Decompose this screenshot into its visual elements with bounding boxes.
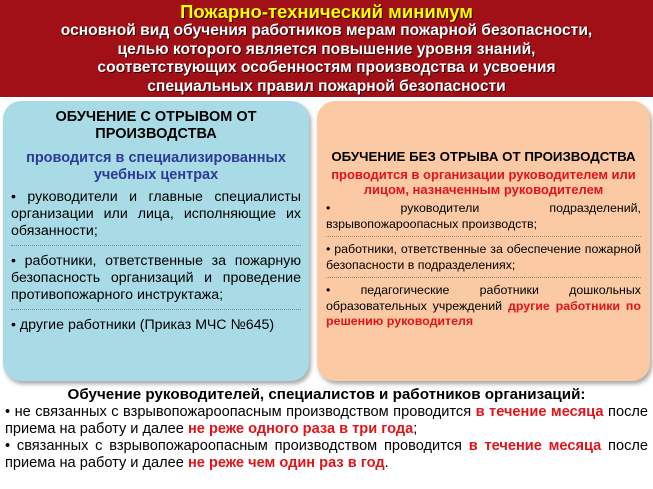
divider [326,277,641,279]
periodicity-section [0,383,653,489]
divider [11,309,301,311]
periodicity-title: Обучение руководителей, специалистов и работников организаций: [67,386,586,403]
line-text: • связанных с взрывопожароопасным производством проводится [5,438,469,454]
divider [11,245,301,247]
line-text: после приема на работу и далее [5,404,648,437]
right-box-subtitle: проводится в организации руководителем или лицом, назначенным руководителем [331,167,636,197]
training-with-leave-box [3,101,309,381]
training-without-leave-box [317,101,650,381]
page-title: Пожарно-технический минимум [180,1,473,22]
right-list-item [326,283,641,330]
right-item-highlight: другие работники по решению руководителя [326,298,641,328]
line-text: • не связанных с взрывопожароопасным производством проводится [5,404,476,420]
left-box-subtitle: проводится в специализированных учебных центрах [26,150,286,183]
right-item-text: • педагогические работники дошкольных образовательных учреждений [326,283,641,313]
left-list-item: • руководители и главные специалисты организации или лица, исполняющие их обязанности; [11,189,301,239]
definition-line-4: специальных правил пожарной безопасности [147,77,506,95]
left-box-title: ОБУЧЕНИЕ С ОТРЫВОМ ОТ ПРОИЗВОДСТВА [55,109,257,142]
definition-line-2: целью которого является повышение уровня знаний, [117,40,536,58]
line-highlight: в течение месяца [468,438,602,454]
left-list-item: • работники, ответственные за пожарную безопасность организаций и проведение противопожарного инструктажа; [11,253,301,303]
divider [326,236,641,238]
right-box-title: ОБУЧЕНИЕ БЕЗ ОТРЫВА ОТ ПРОИЗВОДСТВА [331,149,636,164]
line-highlight: не реже одного раза в три года [187,421,414,437]
right-list-item: • руководители подразделений, взрывопожароопасных производств; [326,201,641,231]
line-highlight: в течение месяца [475,404,604,420]
line-highlight: не реже чем один раз в год [187,455,385,471]
definition-line-3: соответствующих особенностям производства и усвоения [97,59,556,76]
line-text: после приема на работу и далее [5,438,648,471]
definition-line-1: основной вид обучения работников мерам пожарной безопасности, [60,22,593,39]
right-list-item: • работники, ответственные за обеспечение пожарной безопасности в подразделениях; [326,242,641,272]
line-text: ; [413,421,418,437]
header-banner [0,0,653,97]
periodicity-line-1 [5,404,648,438]
line-text: . [384,455,389,471]
left-list-item: • другие работники (Приказ МЧС №645) [11,317,275,333]
periodicity-line-2 [5,438,648,472]
